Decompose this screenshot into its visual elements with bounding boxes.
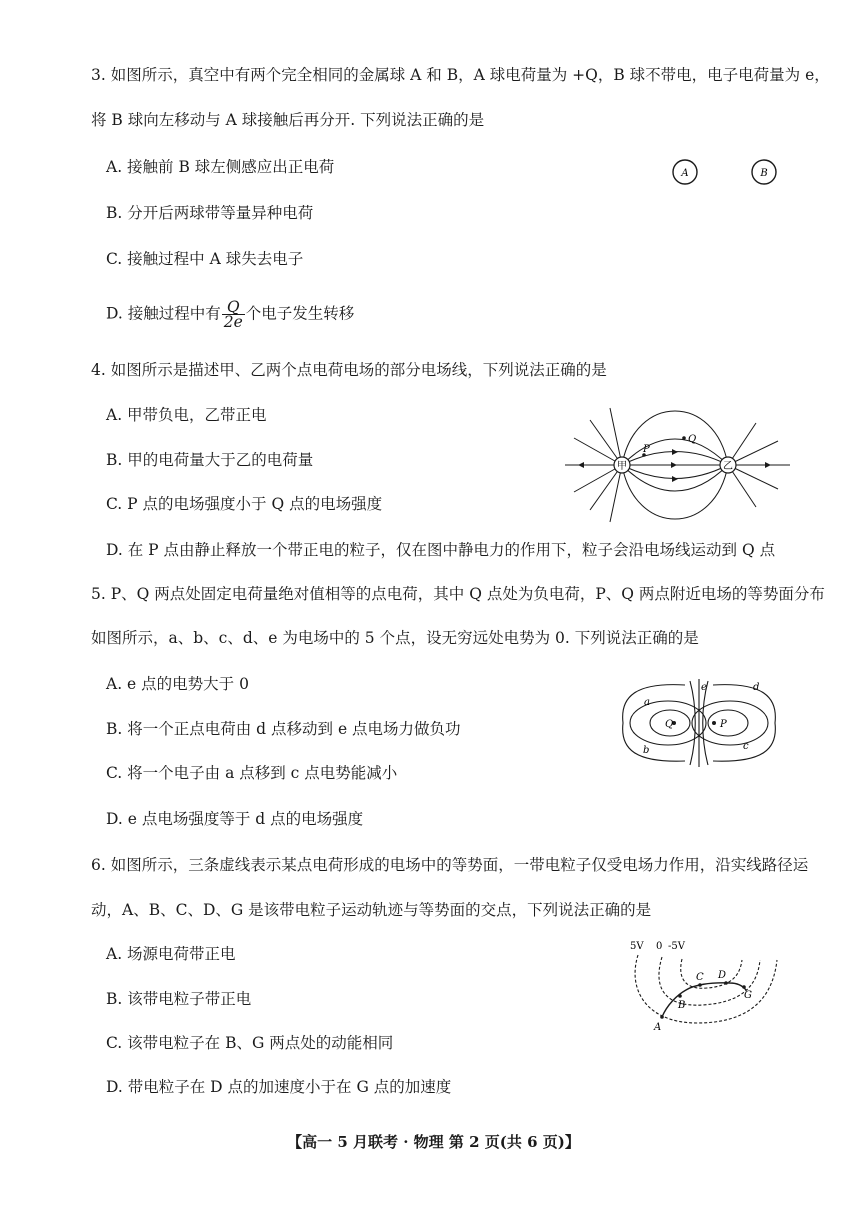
point-p-label: P: [643, 444, 650, 455]
q4-option-a: A. 甲带负电，乙带正电: [106, 406, 267, 424]
q5-stem-line1: 5. P、Q 两点处固定电荷量绝对值相等的点电荷，其中 Q 点处为负电荷，P、Q 两点附近电场的等势面分布: [91, 585, 825, 603]
q3-option-c: C. 接触过程中 A 球失去电子: [106, 250, 304, 268]
charge-yi-label: 乙: [723, 461, 733, 472]
label-0v: 0: [656, 941, 663, 952]
point-d-label: d: [753, 682, 760, 693]
q5-option-c: C. 将一个电子由 a 点移到 c 点电势能减小: [106, 764, 398, 782]
q3-option-d-prefix: D. 接触过程中有: [106, 304, 221, 323]
q3-option-b: B. 分开后两球带等量异种电荷: [106, 204, 314, 222]
q4-option-d: D. 在 P 点由静止释放一个带正电的粒子，仅在图中静电力的作用下，粒子会沿电场线运动到 Q 点: [106, 541, 776, 559]
charge-p-label: P: [720, 719, 727, 730]
q6-option-d: D. 带电粒子在 D 点的加速度小于在 G 点的加速度: [106, 1078, 452, 1096]
q3-option-d-suffix: 个电子发生转移: [245, 304, 355, 323]
ball-a-label: A: [681, 168, 689, 179]
q3-fraction-denominator: 2e: [223, 313, 243, 331]
q6-option-b: B. 该带电粒子带正电: [106, 990, 252, 1008]
point-e-label: e: [701, 682, 707, 693]
q3-figure: [660, 150, 790, 195]
point-g-label: G: [744, 990, 752, 1001]
q5-option-a: A. e 点的电势大于 0: [106, 675, 249, 693]
label-minus-5v: -5V: [668, 941, 685, 952]
q3-stem-line2: 将 B 球向左移动与 A 球接触后再分开. 下列说法正确的是: [91, 111, 485, 129]
q4-stem-line1: 4. 如图所示是描述甲、乙两个点电荷电场的部分电场线，下列说法正确的是: [91, 361, 607, 379]
page-footer: 【高一 5 月联考 · 物理 第 2 页(共 6 页)】: [287, 1133, 580, 1151]
q5-stem-line2: 如图所示，a、b、c、d、e 为电场中的 5 个点，设无穷远处电势为 0. 下列说法正确的是: [91, 629, 699, 647]
q3-fraction-numerator: Q: [222, 300, 245, 315]
point-q-dot: [682, 436, 686, 440]
q6-option-c: C. 该带电粒子在 B、G 两点处的动能相同: [106, 1034, 394, 1052]
q3-option-a: A. 接触前 B 球左侧感应出正电荷: [106, 158, 335, 176]
point-c-label: C: [696, 972, 704, 983]
charge-p-dot: [712, 721, 716, 725]
point-a-label: A: [654, 1022, 662, 1033]
q5-option-d: D. e 点电场强度等于 d 点的电场强度: [106, 810, 364, 828]
q6-figure: [622, 935, 787, 1035]
q3-fraction: [222, 300, 245, 329]
point-b-label: B: [678, 1000, 686, 1011]
q6-option-a: A. 场源电荷带正电: [106, 945, 236, 963]
q4-option-b: B. 甲的电荷量大于乙的电荷量: [106, 451, 314, 469]
charge-q-label: Q: [665, 719, 674, 730]
q3-option-d: [106, 300, 354, 329]
ball-b-label: B: [760, 168, 768, 179]
particle-trajectory: [662, 983, 746, 1017]
q4-figure: [560, 398, 800, 533]
point-c-label: c: [743, 741, 749, 752]
point-d-label: D: [718, 970, 727, 981]
point-b-label: b: [643, 745, 650, 756]
label-5v: 5V: [630, 941, 644, 952]
q3-stem-line1: 3. 如图所示，真空中有两个完全相同的金属球 A 和 B，A 球电荷量为 +Q，B 球不带电，电子电荷量为 e，: [91, 66, 830, 84]
q4-option-c: C. P 点的电场强度小于 Q 点的电场强度: [106, 495, 383, 513]
q5-option-b: B. 将一个正点电荷由 d 点移动到 e 点电场力做负功: [106, 720, 461, 738]
charge-jia-label: 甲: [617, 461, 627, 472]
q6-stem-line2: 动，A、B、C、D、G 是该带电粒子运动轨迹与等势面的交点，下列说法正确的是: [91, 901, 652, 919]
q5-figure: [615, 677, 790, 767]
point-a-label: a: [644, 697, 650, 708]
point-q-label: Q: [688, 434, 697, 445]
q6-stem-line1: 6. 如图所示，三条虚线表示某点电荷形成的电场中的等势面，一带电粒子仅受电场力作用，沿实线路径运: [91, 856, 809, 874]
